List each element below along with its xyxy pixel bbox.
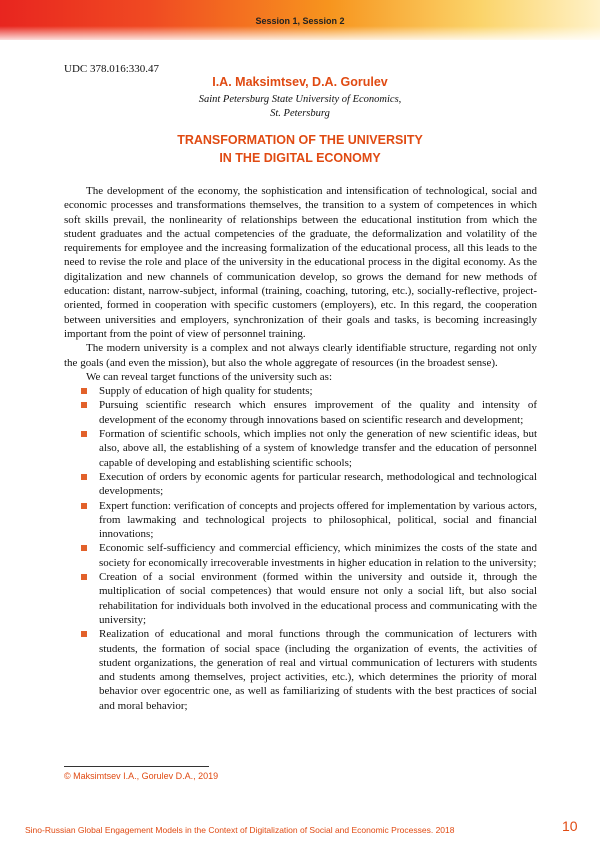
footer-text: Sino-Russian Global Engagement Models in the Context of Digitalization of Social and Economic Processes. 2018 — [25, 825, 455, 835]
list-item — [64, 398, 537, 427]
list-item-text: Pursuing scientific research which ensures improvement of the quality and intensity of development of the economy through innovations based on scientific research and development; — [99, 399, 537, 426]
list-item — [64, 427, 537, 470]
paragraph: We can reveal target functions of the university such as: — [86, 370, 333, 383]
session-label: Session 1, Session 2 — [255, 16, 345, 26]
list-item-text: Economic self-sufficiency and commercial efficiency, which minimizes the costs of the state and society for economically irrecoverable investments in higher education in relation to the university; — [99, 542, 537, 569]
paragraph: The modern university is a complex and not always clearly identifiable structure, regarding not only the goals (and even the mission), but also the whole aggregate of resources (in the broadest sense). — [64, 342, 537, 369]
udc-code: UDC 378.016:330.47 — [64, 63, 160, 75]
footnote-divider — [64, 766, 209, 767]
list-item-text: Formation of scientific schools, which implies not only the generation of new scientific ideas, but also, above all, the establishing of a system of knowledge transfer and the education of personnel capable of developing and establishing scientific schools; — [99, 428, 537, 469]
square-bullet-icon — [81, 431, 87, 437]
paragraph: The development of the economy, the sophistication and intensification of technological, social and economic processes and transformations themselves, the transition to a system of competences in which soft skills prevail, the nonlinearity of relationships between the educational institution from which the student graduates and the actual competencies of the graduate, the deformalization and volatility of the requirements for employee and the increasing formalization of the educational process, all this leads to the need to revise the role and place of the university in the educational process in the digital economy. As the digitalization and new channels of communication develop, so grows the demand for new methods of education: distant, narrow-subject, informal (training, coaching, tutoring, etc.), socially-reflective, project-oriented, formed in cooperation with specific customers (employers), etc. In this regard, the cooperation between universities and employers, synchronization of their goals and tasks, is becoming increasingly important from the point of view of personnel training. — [64, 185, 537, 340]
title-line1: TRANSFORMATION OF THE UNIVERSITY — [177, 133, 423, 147]
square-bullet-icon — [81, 574, 87, 580]
list-item-text: Creation of a social environment (formed within the university and outside it, through the multiplication of social competences) that would ensure not only a social lift, but also social rehabilitation for individuals both involved in the educational process and communicating with the university; — [99, 571, 537, 626]
list-item — [64, 384, 537, 398]
square-bullet-icon — [81, 388, 87, 394]
square-bullet-icon — [81, 474, 87, 480]
article-body — [64, 184, 537, 713]
list-item — [64, 499, 537, 542]
square-bullet-icon — [81, 545, 87, 551]
list-item-text: Execution of orders by economic agents for particular research, methodological and technological developments; — [99, 470, 537, 498]
square-bullet-icon — [81, 503, 87, 509]
list-item-text: Expert function: verification of concepts and projects offered for implementation by various actors, from lawmaking and technological projects to philosophical, political, social and financial innovations; — [99, 499, 537, 541]
page-number: 10 — [562, 818, 578, 834]
list-item — [64, 470, 537, 499]
authors: I.A. Maksimtsev, D.A. Gorulev — [212, 75, 388, 89]
title-line2: IN THE DIGITAL ECONOMY — [219, 151, 381, 165]
copyright-footnote: © Maksimtsev I.A., Gorulev D.A., 2019 — [64, 771, 219, 781]
list-item — [64, 627, 537, 713]
affiliation-line1: Saint Petersburg State University of Economics, — [198, 94, 402, 105]
list-item — [64, 570, 537, 627]
affiliation-line2: St. Petersburg — [270, 108, 330, 119]
list-item-text: Realization of educational and moral functions through the communication of lecturers with students, the formation of social space (including the organization of events, the activities of student organizations, the generation of real and virtual communication of lecturers with students and students among themselves, project activities, etc.), which determines the priority of moral behavior over egocentric one, as well as familiarizing of students with the best practices of social and moral behavior; — [99, 628, 537, 712]
list-item-text: Supply of education of high quality for students; — [99, 385, 313, 398]
square-bullet-icon — [81, 402, 87, 408]
list-item — [64, 541, 537, 570]
functions-list — [64, 384, 537, 713]
square-bullet-icon — [81, 631, 87, 637]
